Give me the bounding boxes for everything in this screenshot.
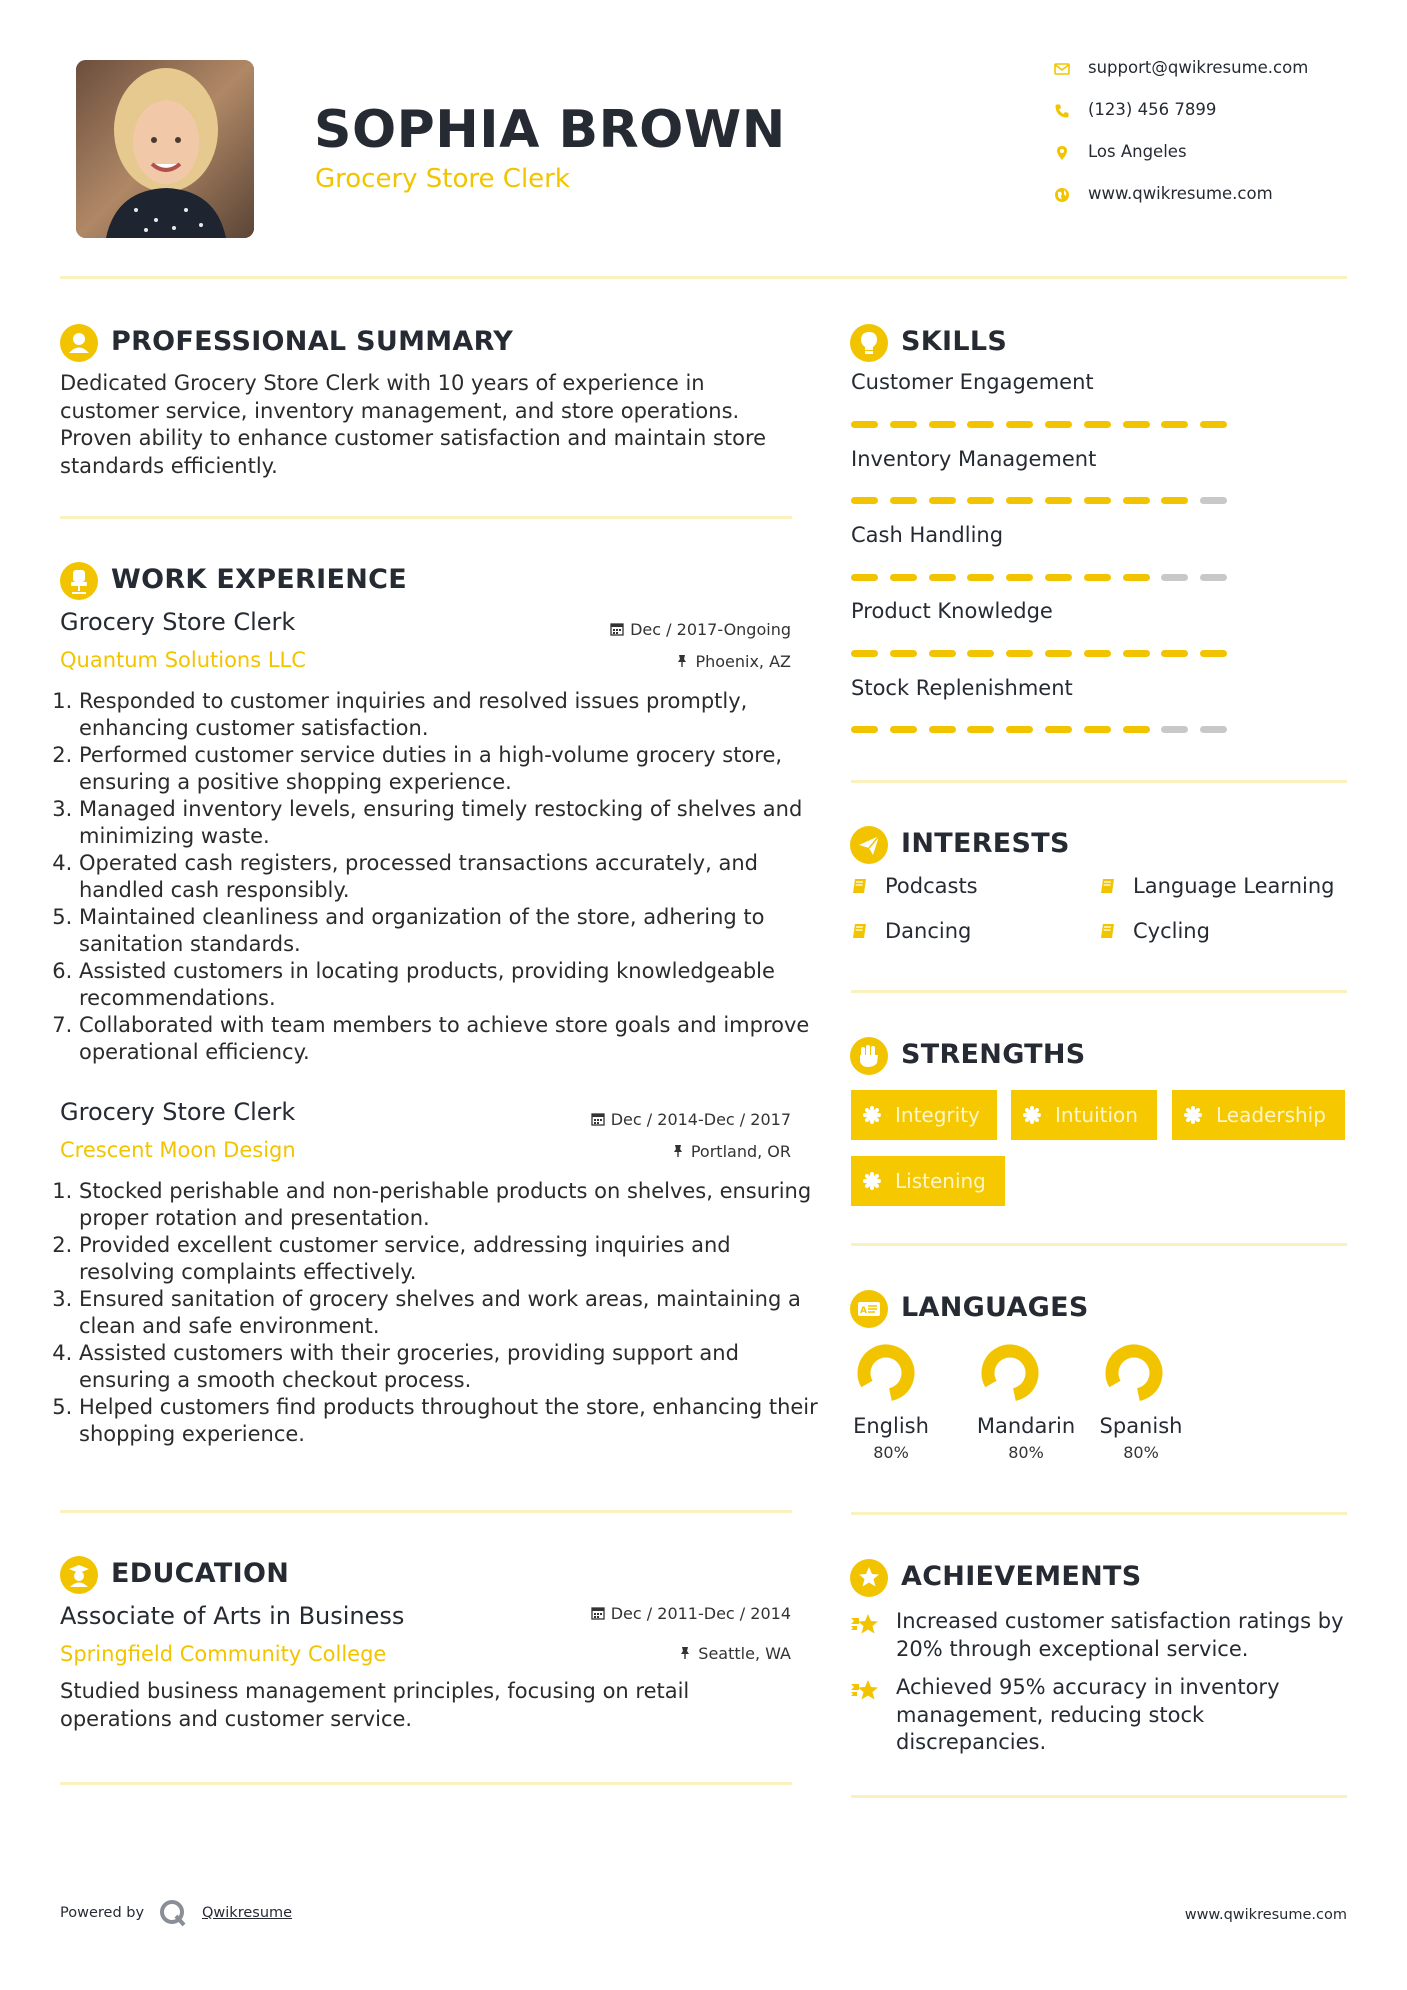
- interest-label: Language Learning: [1133, 874, 1335, 898]
- education-dates-text: Dec / 2011-Dec / 2014: [610, 1604, 791, 1623]
- contact-location: [1048, 142, 1368, 172]
- paper-plane-icon: [850, 826, 888, 864]
- interest-item: [1099, 874, 1347, 904]
- skill-dash: [967, 726, 994, 733]
- language-percent: 80%: [873, 1443, 909, 1462]
- skill-dash: [1161, 726, 1188, 733]
- skill-dash: [967, 497, 994, 504]
- experience-divider: [60, 1510, 792, 1513]
- contact-website[interactable]: [1048, 184, 1368, 214]
- education-divider: [60, 1782, 792, 1785]
- book-icon: [1099, 922, 1117, 940]
- fist-icon: [850, 1037, 888, 1075]
- star-ribbon-icon: [851, 1612, 879, 1638]
- language-level-arc: [1105, 1344, 1163, 1402]
- book-icon: [851, 877, 869, 895]
- job-company: Crescent Moon Design: [60, 1138, 296, 1162]
- language-level-ring: [857, 1344, 915, 1402]
- badge-icon: [863, 1172, 881, 1190]
- strength-tag: [851, 1156, 1005, 1206]
- skill-dash: [1200, 726, 1227, 733]
- education-dates: [591, 1604, 791, 1623]
- skills-divider: [851, 780, 1347, 783]
- list-item: 4. Operated cash registers, processed transactions accurately, and handled cash responsibly.: [79, 850, 819, 904]
- skill-dash: [1045, 650, 1072, 657]
- map-pin-icon: [1054, 145, 1070, 161]
- summary-divider: [60, 516, 792, 519]
- job-location-text: Phoenix, AZ: [695, 652, 791, 671]
- job-dates-text: Dec / 2014-Dec / 2017: [610, 1110, 791, 1129]
- interest-item: [851, 919, 1071, 949]
- strengths-divider: [851, 1243, 1347, 1246]
- strength-tag: [1172, 1090, 1345, 1140]
- profile-photo: [76, 60, 254, 238]
- skill-dash: [1200, 421, 1227, 428]
- job-bullets: [60, 688, 819, 1066]
- language-percent: 80%: [1123, 1443, 1159, 1462]
- skill-dash: [1084, 421, 1111, 428]
- skill-dash: [967, 650, 994, 657]
- skill-dash: [1161, 650, 1188, 657]
- achievements-divider: [851, 1795, 1347, 1798]
- skill-dash: [851, 421, 878, 428]
- skill-dash: [1200, 574, 1227, 581]
- list-item: 3. Managed inventory levels, ensuring timely restocking of shelves and minimizing waste.: [79, 796, 819, 850]
- list-item: 4. Assisted customers with their groceries, providing support and ensuring a smooth checkout process.: [79, 1340, 819, 1394]
- job-title: Grocery Store Clerk: [60, 608, 296, 636]
- skill-dash: [1045, 574, 1072, 581]
- school-name: Springfield Community College: [60, 1642, 387, 1666]
- footer-url[interactable]: www.qwikresume.com: [1184, 1907, 1347, 1923]
- languages-heading: LANGUAGES: [901, 1292, 1089, 1323]
- qwikresume-logo-icon: [158, 1898, 188, 1928]
- interest-label: Podcasts: [885, 874, 978, 898]
- summary-heading: PROFESSIONAL SUMMARY: [111, 326, 514, 357]
- summary-text: Dedicated Grocery Store Clerk with 10 years of experience in customer service, inventory management, and store operations. Proven ability to enhance customer satisfaction and maintain store standards efficiently.: [60, 371, 767, 478]
- badge-icon: [1184, 1106, 1202, 1124]
- strength-tag: [851, 1090, 997, 1140]
- strength-label: Listening: [895, 1169, 986, 1193]
- job-dates-text: Dec / 2017-Ongoing: [630, 620, 791, 639]
- skill-dash: [1084, 497, 1111, 504]
- skill-dash: [851, 650, 878, 657]
- list-item: 1. Stocked perishable and non-perishable products on shelves, ensuring proper rotation and presentation.: [79, 1178, 819, 1232]
- pushpin-icon: [671, 1144, 685, 1158]
- contact-website-text: www.qwikresume.com: [1088, 184, 1273, 203]
- skill-dash: [851, 497, 878, 504]
- skill-rating: [851, 650, 1231, 658]
- pushpin-icon: [678, 1646, 692, 1660]
- skill-dash: [929, 726, 956, 733]
- skill-dash: [1084, 574, 1111, 581]
- strength-tag: [1011, 1090, 1157, 1140]
- interest-label: Dancing: [885, 919, 972, 943]
- contact-email[interactable]: [1048, 58, 1368, 88]
- skill-dash: [1006, 574, 1033, 581]
- book-icon: [1099, 877, 1117, 895]
- language-name: Mandarin: [976, 1414, 1076, 1438]
- skill-dash: [1006, 497, 1033, 504]
- skill-dash: [929, 421, 956, 428]
- skills-heading: SKILLS: [901, 326, 1008, 357]
- skill-dash: [1161, 421, 1188, 428]
- language-level-ring: [1105, 1344, 1163, 1402]
- education-location-text: Seattle, WA: [698, 1644, 791, 1663]
- achievements-heading: ACHIEVEMENTS: [901, 1561, 1142, 1592]
- skill-name: Product Knowledge: [851, 599, 1053, 623]
- language-level-arc: [857, 1344, 915, 1402]
- education-description: Studied business management principles, focusing on retail operations and customer service.: [60, 1679, 690, 1731]
- strength-label: Intuition: [1055, 1103, 1138, 1127]
- job-company: Quantum Solutions LLC: [60, 648, 306, 672]
- skill-dash: [929, 574, 956, 581]
- skill-dash: [967, 421, 994, 428]
- language-name: English: [853, 1414, 929, 1438]
- calendar-icon: [591, 1112, 605, 1126]
- contact-location-text: Los Angeles: [1088, 142, 1187, 161]
- list-item: 5. Helped customers find products throughout the store, enhancing their shopping experience.: [79, 1394, 819, 1448]
- phone-icon: [1054, 103, 1070, 119]
- contact-email-text: support@qwikresume.com: [1088, 58, 1309, 77]
- interests-heading: INTERESTS: [901, 828, 1070, 859]
- education-location: [678, 1644, 791, 1663]
- strengths-heading: STRENGTHS: [901, 1039, 1086, 1070]
- skill-name: Inventory Management: [851, 447, 1097, 471]
- candidate-title: Grocery Store Clerk: [315, 164, 570, 194]
- skill-dash: [1200, 650, 1227, 657]
- languages-divider: [851, 1512, 1347, 1515]
- calendar-icon: [591, 1606, 605, 1620]
- badge-icon: [1023, 1106, 1041, 1124]
- language-name: Spanish: [1099, 1414, 1183, 1438]
- skill-rating: [851, 726, 1231, 734]
- list-item: 5. Maintained cleanliness and organization of the store, adhering to sanitation standards.: [79, 904, 819, 958]
- skill-dash: [1123, 497, 1150, 504]
- strength-label: Leadership: [1216, 1103, 1326, 1127]
- skill-dash: [1123, 650, 1150, 657]
- skill-dash: [929, 650, 956, 657]
- book-icon: [851, 922, 869, 940]
- skill-dash: [851, 726, 878, 733]
- skill-rating: [851, 574, 1231, 582]
- skill-dash: [890, 421, 917, 428]
- list-item: 1. Responded to customer inquiries and resolved issues promptly, enhancing customer satisfaction.: [79, 688, 819, 742]
- language-card-icon: [850, 1290, 888, 1328]
- skill-dash: [890, 574, 917, 581]
- strength-label: Integrity: [895, 1103, 980, 1127]
- list-item: 2. Performed customer service duties in a high-volume grocery store, ensuring a positive shopping experience.: [79, 742, 819, 796]
- list-item: 7. Collaborated with team members to achieve store goals and improve operational efficiency.: [79, 1012, 819, 1066]
- skill-dash: [1161, 497, 1188, 504]
- job-dates: [610, 620, 791, 639]
- skill-name: Customer Engagement: [851, 370, 1094, 394]
- job-bullets: [60, 1178, 819, 1448]
- skill-dash: [1006, 421, 1033, 428]
- skill-dash: [851, 574, 878, 581]
- contact-phone-text: (123) 456 7899: [1088, 100, 1217, 119]
- skill-name: Stock Replenishment: [851, 676, 1073, 700]
- skill-dash: [1045, 421, 1072, 428]
- job-title: Grocery Store Clerk: [60, 1098, 296, 1126]
- skill-name: Cash Handling: [851, 523, 1004, 547]
- skill-dash: [1045, 497, 1072, 504]
- skill-dash: [1084, 726, 1111, 733]
- interests-divider: [851, 990, 1347, 993]
- envelope-icon: [1054, 61, 1070, 77]
- svg-text:A: A: [860, 1306, 867, 1316]
- list-item: 6. Assisted customers in locating products, providing knowledgeable recommendations.: [79, 958, 819, 1012]
- graduate-icon: [60, 1556, 98, 1594]
- skill-dash: [890, 650, 917, 657]
- skill-dash: [1123, 421, 1150, 428]
- skill-dash: [1123, 726, 1150, 733]
- globe-icon: [1054, 187, 1070, 203]
- interest-item: [851, 874, 1071, 904]
- calendar-icon: [610, 622, 624, 636]
- skill-dash: [890, 497, 917, 504]
- skill-rating: [851, 497, 1231, 505]
- footer-powered-by: Powered by: [60, 1905, 145, 1921]
- language-level-ring: [981, 1344, 1039, 1402]
- job-location-text: Portland, OR: [690, 1142, 791, 1161]
- contact-phone[interactable]: [1048, 100, 1368, 130]
- footer-brand-link[interactable]: Qwikresume: [202, 1905, 293, 1921]
- star-ribbon-icon: [851, 1678, 879, 1704]
- experience-heading: WORK EXPERIENCE: [111, 564, 407, 595]
- header-divider: [60, 276, 1347, 279]
- skill-rating: [851, 421, 1231, 429]
- candidate-name: SOPHIA BROWN: [314, 100, 786, 160]
- achievement-item: Increased customer satisfaction ratings by 20% through exceptional service.: [896, 1609, 1344, 1661]
- education-heading: EDUCATION: [111, 1558, 290, 1589]
- user-icon: [60, 324, 98, 362]
- language-level-arc: [981, 1344, 1039, 1402]
- skill-dash: [1084, 650, 1111, 657]
- pushpin-icon: [675, 654, 689, 668]
- star-icon: [850, 1559, 888, 1597]
- skill-dash: [1006, 726, 1033, 733]
- skill-dash: [890, 726, 917, 733]
- list-item: 3. Ensured sanitation of grocery shelves and work areas, maintaining a clean and safe environment.: [79, 1286, 819, 1340]
- achievement-item: Achieved 95% accuracy in inventory management, reducing stock discrepancies.: [896, 1675, 1280, 1754]
- list-item: 2. Provided excellent customer service, addressing inquiries and resolving complaints effectively.: [79, 1232, 819, 1286]
- skill-dash: [1161, 574, 1188, 581]
- job-location: [671, 1142, 791, 1161]
- skill-dash: [929, 497, 956, 504]
- language-percent: 80%: [1008, 1443, 1044, 1462]
- skill-dash: [967, 574, 994, 581]
- job-location: [675, 652, 791, 671]
- job-dates: [591, 1110, 791, 1129]
- skill-dash: [1045, 726, 1072, 733]
- degree-title: Associate of Arts in Business: [60, 1602, 405, 1630]
- interest-label: Cycling: [1133, 919, 1210, 943]
- office-chair-icon: [60, 562, 98, 600]
- skill-dash: [1200, 497, 1227, 504]
- skill-dash: [1123, 574, 1150, 581]
- interest-item: [1099, 919, 1347, 949]
- skill-dash: [1006, 650, 1033, 657]
- badge-icon: [863, 1106, 881, 1124]
- lightbulb-icon: [850, 324, 888, 362]
